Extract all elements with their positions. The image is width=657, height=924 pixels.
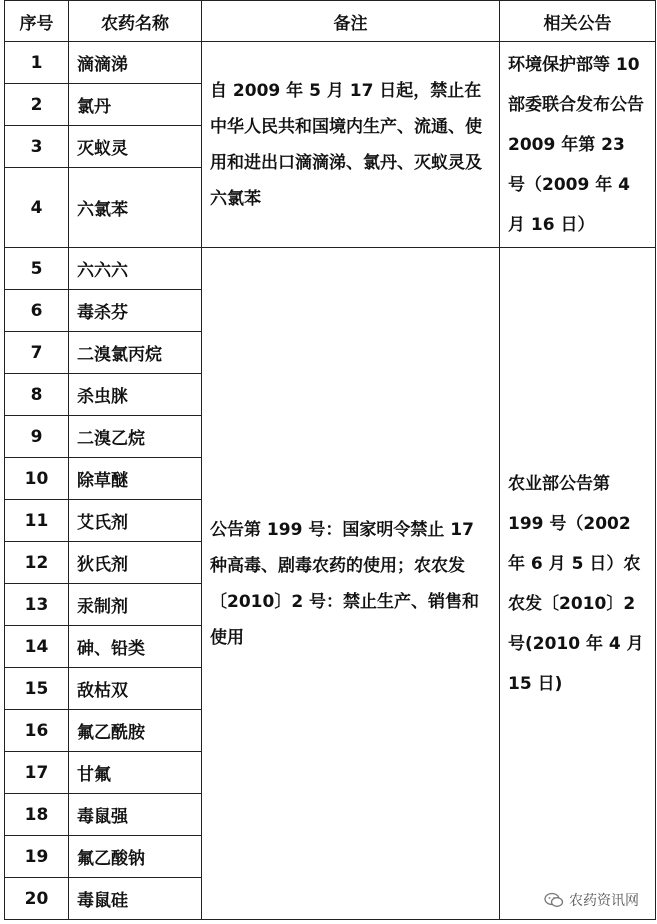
- row-no: 9: [5, 416, 69, 458]
- row-name: 氟乙酸钠: [69, 836, 202, 878]
- watermark-text: 农药资讯网: [569, 893, 639, 909]
- row-no: 17: [5, 752, 69, 794]
- row-name: 六六六: [69, 248, 202, 290]
- header-no: 序号: [5, 1, 69, 42]
- group-notice: 环境保护部等 10 部委联合发布公告 2009 年第 23 号（2009 年 4 月 16 日）: [500, 42, 656, 248]
- row-name: 氟乙酰胺: [69, 710, 202, 752]
- table-header-row: [5, 1, 656, 42]
- row-name: 二溴氯丙烷: [69, 332, 202, 374]
- row-name: 氯丹: [69, 84, 202, 126]
- row-name: 甘氟: [69, 752, 202, 794]
- row-name: 艾氏剂: [69, 500, 202, 542]
- header-notice: 相关公告: [500, 1, 656, 42]
- table-row: [5, 248, 656, 290]
- row-no: 5: [5, 248, 69, 290]
- row-name: 狄氏剂: [69, 542, 202, 584]
- group-remark: 公告第 199 号：国家明令禁止 17 种高毒、剧毒农药的使用；农农发〔2010〕2 号：禁止生产、销售和使用: [202, 248, 500, 920]
- row-name: 二溴乙烷: [69, 416, 202, 458]
- row-no: 10: [5, 458, 69, 500]
- row-no: 12: [5, 542, 69, 584]
- row-no: 3: [5, 126, 69, 168]
- row-name: 六氯苯: [69, 168, 202, 248]
- table-row: [5, 42, 656, 84]
- row-name: 杀虫脒: [69, 374, 202, 416]
- row-no: 19: [5, 836, 69, 878]
- watermark: [544, 890, 639, 910]
- row-no: 6: [5, 290, 69, 332]
- row-no: 11: [5, 500, 69, 542]
- row-name: 灭蚁灵: [69, 126, 202, 168]
- row-name: 毒鼠硅: [69, 878, 202, 920]
- row-name: 汞制剂: [69, 584, 202, 626]
- row-name: 毒杀芬: [69, 290, 202, 332]
- row-no: 1: [5, 42, 69, 84]
- header-name: 农药名称: [69, 1, 202, 42]
- row-no: 20: [5, 878, 69, 920]
- group-remark: 自 2009 年 5 月 17 日起，禁止在中华人民共和国境内生产、流通、使用和进出口滴滴涕、氯丹、灭蚁灵及六氯苯: [202, 42, 500, 248]
- wechat-icon: [544, 892, 564, 908]
- row-name: 毒鼠强: [69, 794, 202, 836]
- row-no: 2: [5, 84, 69, 126]
- row-name: 砷、铅类: [69, 626, 202, 668]
- header-remark: 备注: [202, 1, 500, 42]
- group-notice: 农业部公告第 199 号（2002 年 6 月 5 日）农农发〔2010〕2 号(2010 年 4 月 15 日): [500, 248, 656, 920]
- pesticide-table: [4, 0, 656, 920]
- row-no: 16: [5, 710, 69, 752]
- row-no: 8: [5, 374, 69, 416]
- row-no: 14: [5, 626, 69, 668]
- row-name: 除草醚: [69, 458, 202, 500]
- row-name: 滴滴涕: [69, 42, 202, 84]
- row-no: 4: [5, 168, 69, 248]
- row-name: 敌枯双: [69, 668, 202, 710]
- row-no: 18: [5, 794, 69, 836]
- row-no: 13: [5, 584, 69, 626]
- row-no: 7: [5, 332, 69, 374]
- row-no: 15: [5, 668, 69, 710]
